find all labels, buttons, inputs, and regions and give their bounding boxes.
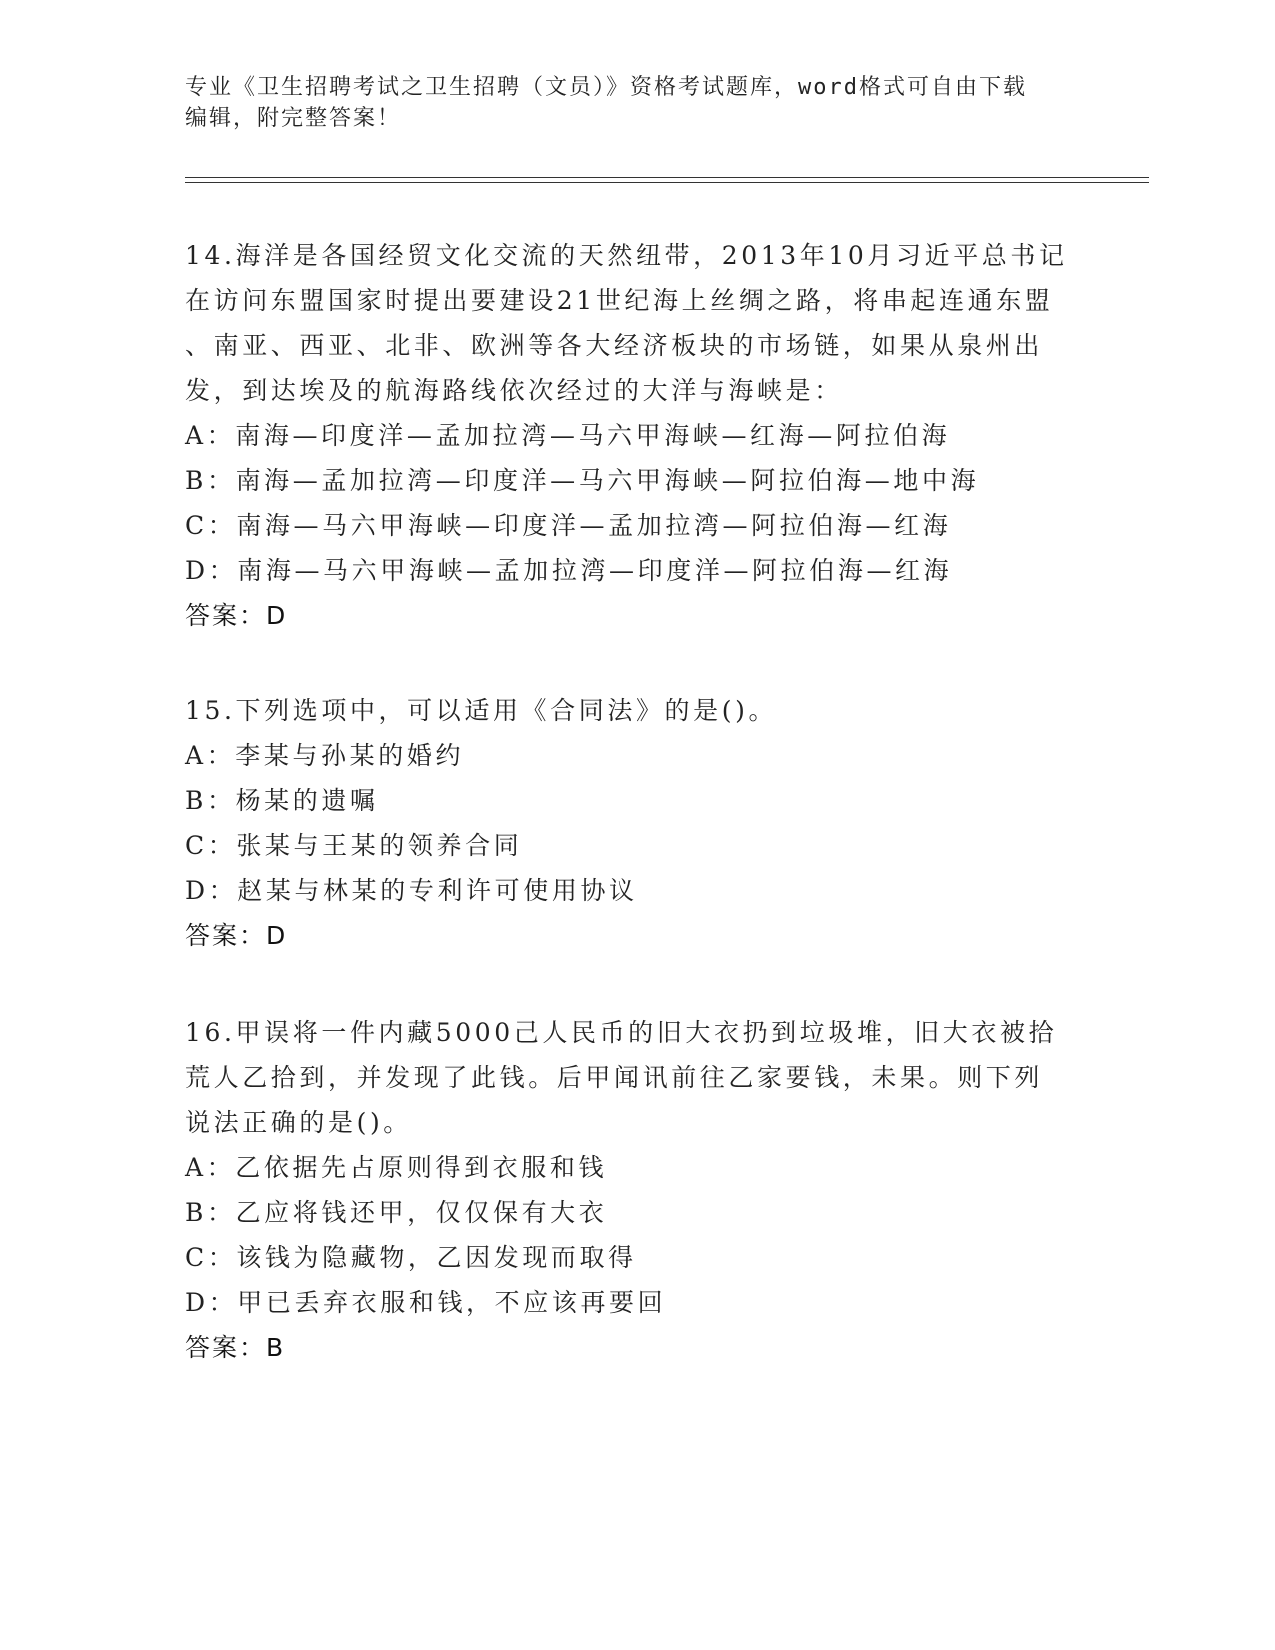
document-header [185, 72, 1085, 134]
header-divider-bottom [185, 182, 1149, 183]
option-b: B：南海—孟加拉湾—印度洋—马六甲海峡—阿拉伯海—地中海 [185, 466, 980, 495]
option-c: C：南海—马六甲海峡—印度洋—孟加拉湾—阿拉伯海—红海 [185, 511, 952, 540]
option-a: A：南海—印度洋—孟加拉湾—马六甲海峡—红海—阿拉伯海 [185, 421, 951, 450]
question-text-line: 14.海洋是各国经贸文化交流的天然纽带，2013年10月习近平总书记 [185, 241, 1068, 270]
option-c: C：该钱为隐藏物，乙因发现而取得 [185, 1243, 637, 1272]
answer-line: 答案：B [185, 1333, 286, 1362]
answer-line: 答案：D [185, 921, 288, 950]
option-d: D：甲已丢弃衣服和钱，不应该再要回 [185, 1288, 667, 1317]
question-text-line: 16.甲误将一件内藏5000己人民币的旧大衣扔到垃圾堆，旧大衣被拾 [185, 1018, 1058, 1047]
question-text-line: 、南亚、西亚、北非、欧洲等各大经济板块的市场链，如果从泉州出 [185, 331, 1044, 360]
question-text-line: 发，到达埃及的航海路线依次经过的大洋与海峡是： [185, 376, 843, 405]
answer-line: 答案：D [185, 601, 288, 630]
header-divider-top [185, 177, 1149, 178]
option-b: B：杨某的遗嘱 [185, 786, 379, 815]
option-b: B：乙应将钱还甲，仅仅保有大衣 [185, 1198, 608, 1227]
header-line-1: 专业《卫生招聘考试之卫生招聘（文员）》资格考试题库，word格式可自由下载 [185, 75, 1027, 100]
question-text-line: 在访问东盟国家时提出要建设21世纪海上丝绸之路，将串起连通东盟 [185, 286, 1054, 315]
question-text-line: 荒人乙拾到，并发现了此钱。后甲闻讯前往乙家要钱，未果。则下列 [185, 1063, 1044, 1092]
question-14 [185, 233, 1085, 638]
option-c: C：张某与王某的领养合同 [185, 831, 523, 860]
question-text-line: 说法正确的是()。 [185, 1108, 412, 1137]
option-a: A：李某与孙某的婚约 [185, 741, 465, 770]
question-15 [185, 688, 1085, 958]
header-line-2: 编辑，附完整答案！ [185, 106, 402, 131]
option-a: A：乙依据先占原则得到衣服和钱 [185, 1153, 608, 1182]
option-d: D：南海—马六甲海峡—孟加拉湾—印度洋—阿拉伯海—红海 [185, 556, 953, 585]
question-text-line: 15.下列选项中，可以适用《合同法》的是()。 [185, 696, 778, 725]
option-d: D：赵某与林某的专利许可使用协议 [185, 876, 638, 905]
question-16 [185, 1010, 1085, 1370]
